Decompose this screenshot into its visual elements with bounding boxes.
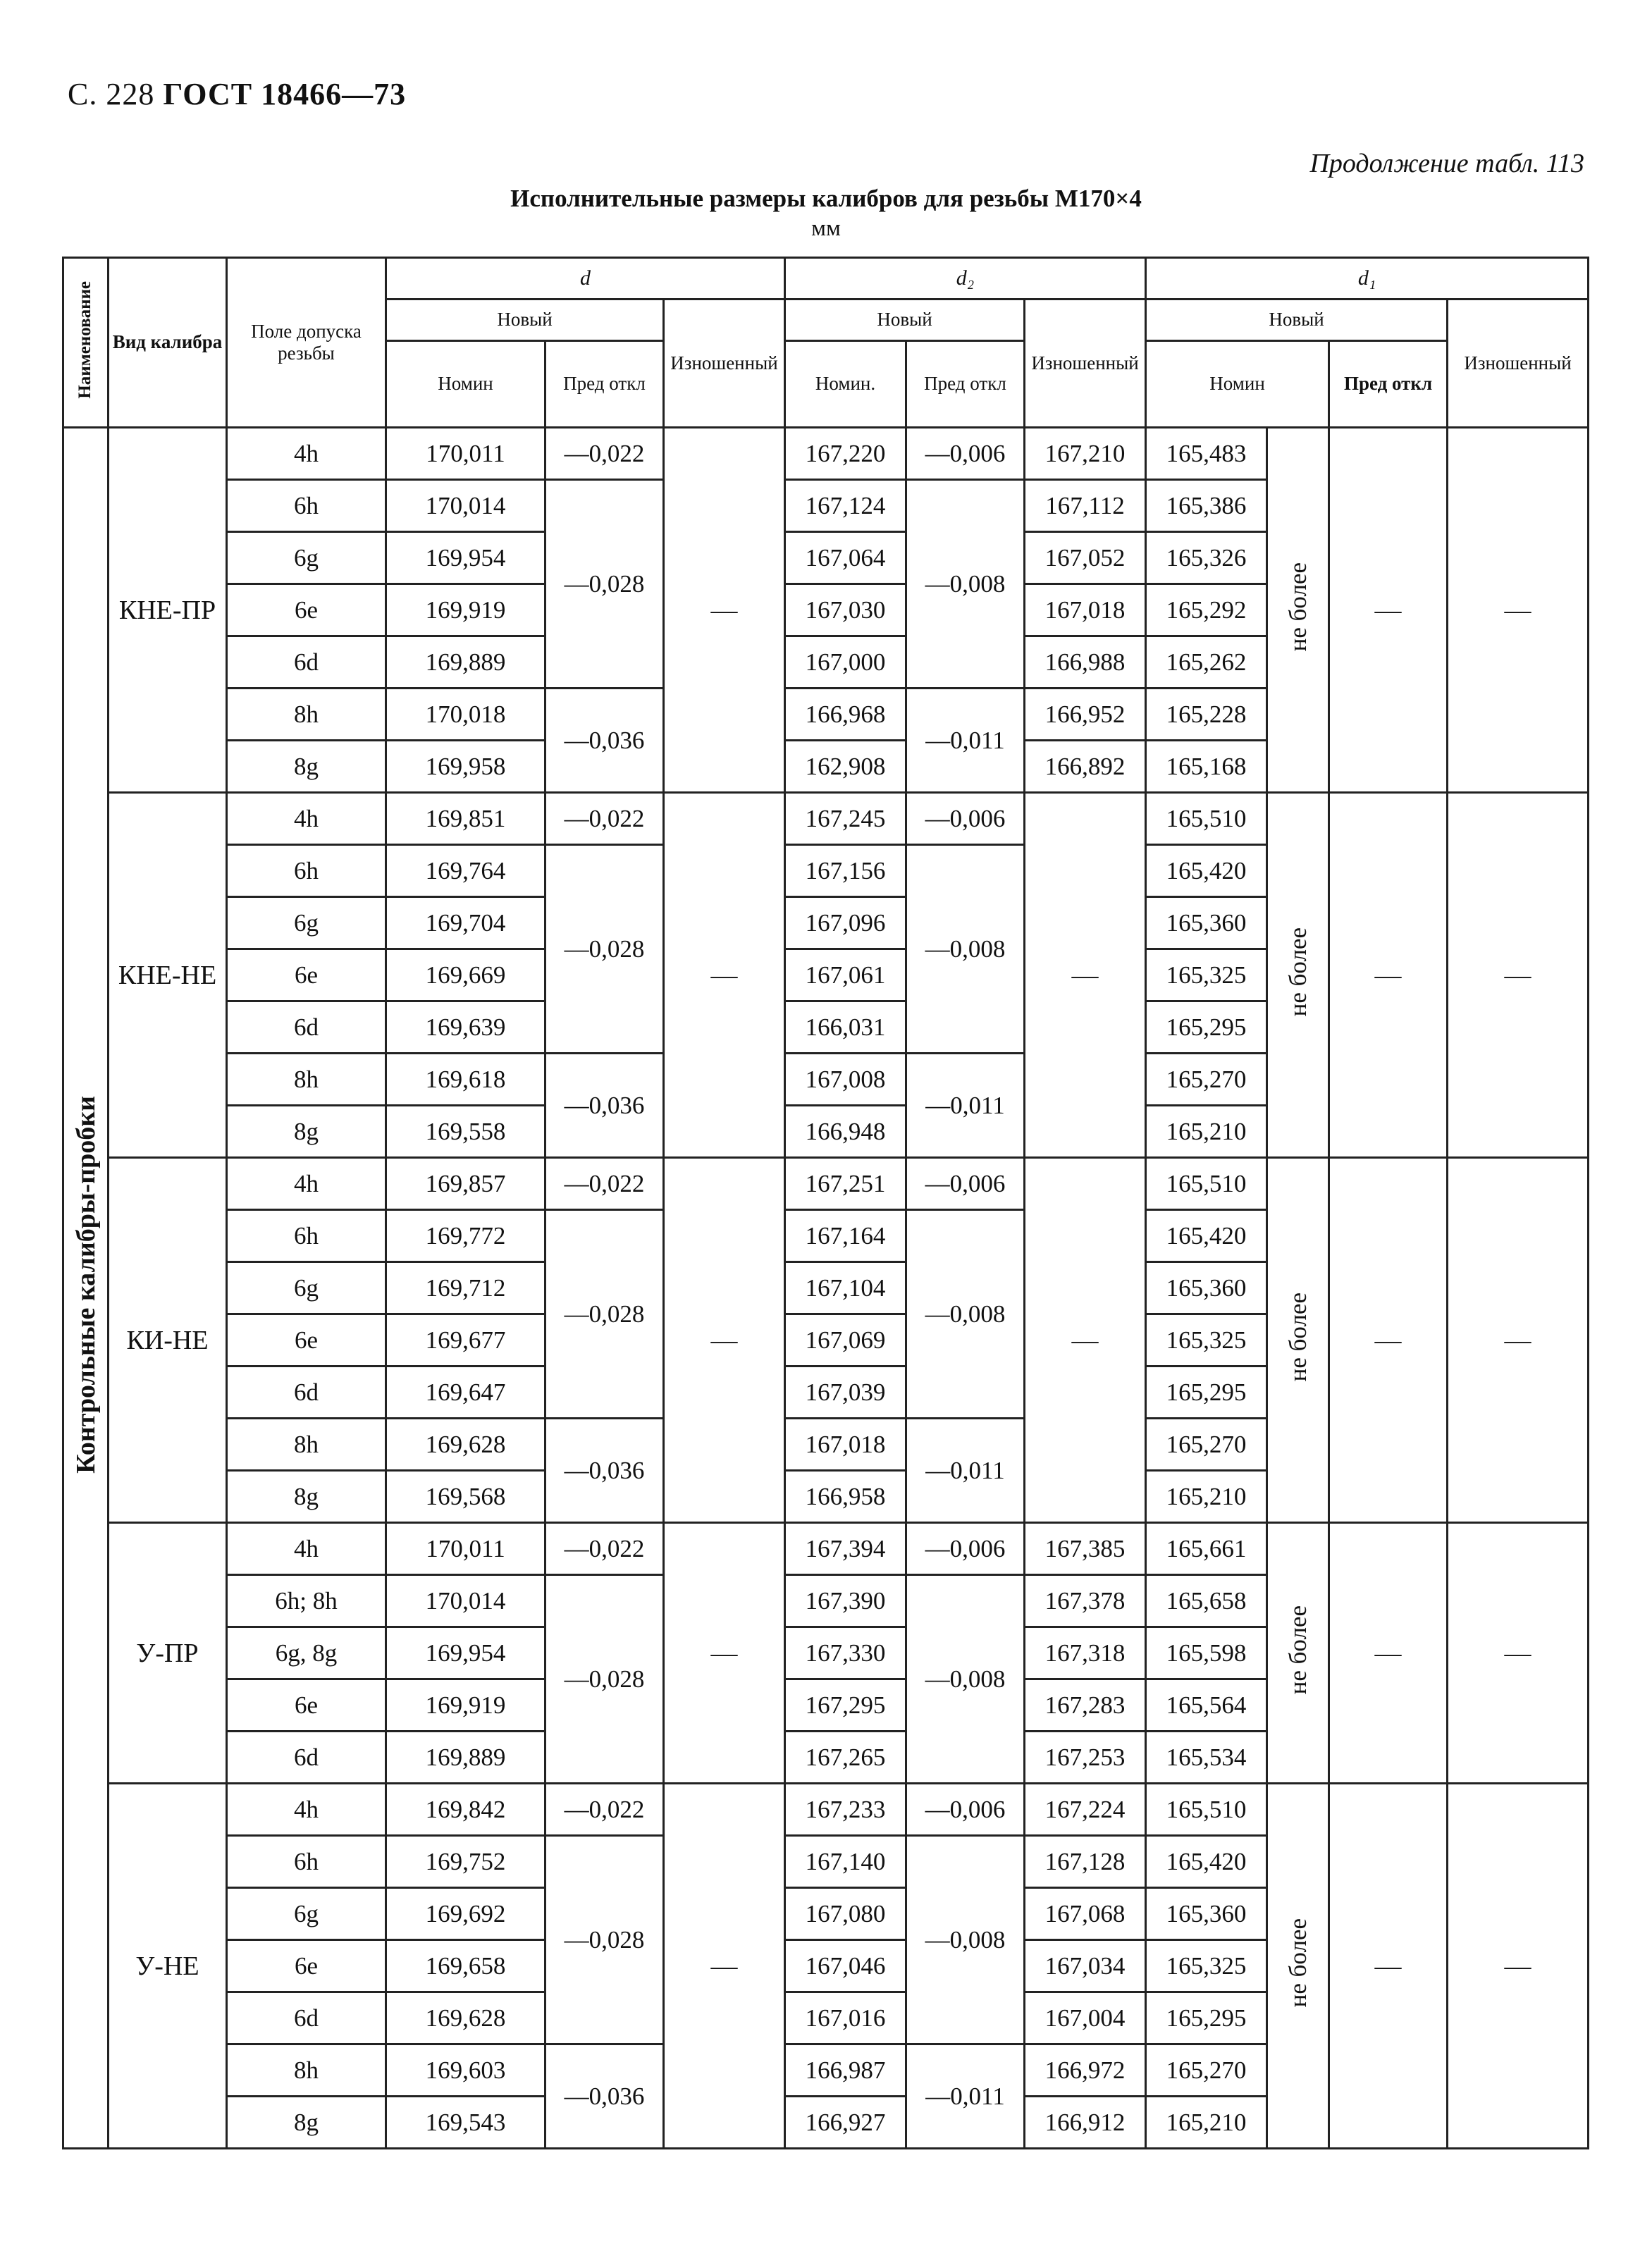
d2-deviation-cell: —0,008 [906,1836,1025,2044]
table-row [63,1158,1589,1210]
d2-nominal-cell: 167,104 [785,1262,906,1314]
tolerance-cell: 8h [227,1419,386,1471]
d-deviation-cell: —0,028 [545,1210,664,1419]
d1-nominal-cell: 165,292 [1146,584,1267,636]
d1-nominal-cell: 165,420 [1146,1836,1267,1888]
d-nominal-cell: 169,889 [386,1732,545,1784]
d1-nominal-cell: 165,295 [1146,1992,1267,2044]
d-deviation-cell: —0,036 [545,1054,664,1158]
d1-nominal-cell: 165,598 [1146,1627,1267,1679]
header-name-cell [63,258,109,428]
d2-deviation-cell: —0,008 [906,480,1025,689]
d-nominal-cell: 170,018 [386,689,545,741]
table-continuation-note: Продолжение табл. 113 [1309,149,1584,178]
d1-nominal-cell: 165,564 [1146,1679,1267,1732]
tolerance-cell: 4h [227,1523,386,1575]
tolerance-cell: 8g [227,1471,386,1523]
d1-nominal-cell: 165,360 [1146,1262,1267,1314]
d1-deviation-cell: — [1329,1523,1448,1784]
d-nominal-cell: 169,618 [386,1054,545,1106]
d-deviation-cell: —0,022 [545,1784,664,1836]
d2-deviation-cell: —0,008 [906,845,1025,1054]
d2-nominal-cell: 167,000 [785,636,906,689]
d-nominal-cell: 169,752 [386,1836,545,1888]
d2-worn-cell: 166,952 [1025,689,1146,741]
d2-worn-cell: 167,378 [1025,1575,1146,1627]
d1-max-note: не более [1283,927,1312,1017]
d2-nominal-cell: 167,265 [785,1732,906,1784]
d2-worn-cell: 167,004 [1025,1992,1146,2044]
d-worn-cell: — [664,793,785,1158]
d-deviation-cell: —0,028 [545,1836,664,2044]
table-row [63,1784,1589,1836]
d-nominal-cell: 169,772 [386,1210,545,1262]
d2-nominal-cell: 166,948 [785,1106,906,1158]
tolerance-cell: 6g [227,1262,386,1314]
tolerance-cell: 4h [227,1784,386,1836]
tolerance-cell: 8h [227,689,386,741]
d2-nominal-cell: 166,958 [785,1471,906,1523]
d2-worn-cell: 167,018 [1025,584,1146,636]
d-nominal-cell: 169,919 [386,584,545,636]
d-deviation-cell: —0,022 [545,428,664,480]
d1-nominal-cell: 165,386 [1146,480,1267,532]
d2-worn-cell: 166,912 [1025,2097,1146,2149]
d1-worn-cell: — [1448,1523,1589,1784]
d2-nominal-cell: 167,245 [785,793,906,845]
table-row [63,793,1589,845]
d1-max-note-cell [1267,793,1329,1158]
tolerance-cell: 6e [227,949,386,1001]
d2-deviation-cell: —0,008 [906,1575,1025,1784]
tolerance-cell: 6d [227,1001,386,1054]
d-deviation-cell: —0,022 [545,1523,664,1575]
d2-nominal-cell: 167,233 [785,1784,906,1836]
d1-max-note-cell [1267,1523,1329,1784]
gauge-dimensions-table [62,257,1589,2149]
header-d2: d₂ [785,258,1146,300]
d-nominal-cell: 169,603 [386,2044,545,2097]
d2-nominal-cell: 167,251 [785,1158,906,1210]
d2-nominal-cell: 167,016 [785,1992,906,2044]
d-deviation-cell: —0,028 [545,480,664,689]
tolerance-cell: 6d [227,636,386,689]
gauge-type-cell: КНЕ-НЕ [109,793,227,1158]
table-row [63,1523,1589,1575]
d2-worn-cell: 167,112 [1025,480,1146,532]
group-label: Контрольные калибры-пробки [70,1096,101,1474]
d-nominal-cell: 169,889 [386,636,545,689]
page-number: С. 228 [68,77,155,111]
gauge-type-cell: У-НЕ [109,1784,227,2149]
d2-worn-cell: 167,385 [1025,1523,1146,1575]
d2-deviation-cell: —0,006 [906,1784,1025,1836]
page-header [68,76,406,112]
d2-nominal-cell: 162,908 [785,741,906,793]
d-nominal-cell: 170,014 [386,480,545,532]
d2-nominal-cell: 167,394 [785,1523,906,1575]
d2-nominal-cell: 167,018 [785,1419,906,1471]
d-nominal-cell: 169,764 [386,845,545,897]
d1-nominal-cell: 165,534 [1146,1732,1267,1784]
header-d1-deviation: Пред откл [1329,341,1448,428]
d2-nominal-cell: 167,008 [785,1054,906,1106]
d1-max-note: не более [1283,1292,1312,1382]
d1-max-note-cell [1267,428,1329,793]
d2-worn-cell: 166,988 [1025,636,1146,689]
d1-nominal-cell: 165,360 [1146,897,1267,949]
tolerance-cell: 6e [227,1940,386,1992]
d2-worn-cell: 166,892 [1025,741,1146,793]
d1-nominal-cell: 165,270 [1146,1419,1267,1471]
d2-worn-cell: 167,318 [1025,1627,1146,1679]
d1-nominal-cell: 165,210 [1146,2097,1267,2149]
d1-nominal-cell: 165,483 [1146,428,1267,480]
d-deviation-cell: —0,022 [545,793,664,845]
d-deviation-cell: —0,036 [545,689,664,793]
header-d1: d₁ [1146,258,1589,300]
d1-nominal-cell: 165,420 [1146,845,1267,897]
d-nominal-cell: 169,857 [386,1158,545,1210]
d2-worn-cell: 167,068 [1025,1888,1146,1940]
d1-max-note-cell [1267,1784,1329,2149]
d1-nominal-cell: 165,510 [1146,793,1267,845]
d1-max-note-cell [1267,1158,1329,1523]
d2-worn-cell: 167,283 [1025,1679,1146,1732]
header-d1-new: Новый [1146,300,1448,341]
gauge-type-cell: КИ-НЕ [109,1158,227,1523]
header-d: d [386,258,785,300]
d2-worn-cell: 167,034 [1025,1940,1146,1992]
d2-nominal-cell: 166,987 [785,2044,906,2097]
d1-worn-cell: — [1448,1784,1589,2149]
d2-deviation-cell: —0,011 [906,689,1025,793]
d1-nominal-cell: 165,420 [1146,1210,1267,1262]
tolerance-cell: 8g [227,741,386,793]
d2-worn-cell: 167,052 [1025,532,1146,584]
d2-deviation-cell: —0,006 [906,1523,1025,1575]
tolerance-cell: 6g [227,1888,386,1940]
d1-nominal-cell: 165,325 [1146,949,1267,1001]
tolerance-cell: 4h [227,793,386,845]
d-nominal-cell: 170,011 [386,428,545,480]
table-body [63,428,1589,2149]
d-nominal-cell: 169,842 [386,1784,545,1836]
d1-max-note: не более [1283,1918,1312,2008]
tolerance-cell: 6h [227,1836,386,1888]
d2-nominal-cell: 166,031 [785,1001,906,1054]
d-deviation-cell: —0,036 [545,1419,664,1523]
d2-nominal-cell: 167,390 [785,1575,906,1627]
d2-nominal-cell: 167,039 [785,1366,906,1419]
tolerance-cell: 4h [227,1158,386,1210]
table-row [63,428,1589,480]
d1-nominal-cell: 165,210 [1146,1471,1267,1523]
d2-nominal-cell: 167,064 [785,532,906,584]
header-gauge-type: Вид калибра [109,258,227,428]
d2-deviation-cell: —0,006 [906,793,1025,845]
header-d-new: Новый [386,300,664,341]
d1-nominal-cell: 165,325 [1146,1940,1267,1992]
header-d2-nominal: Номин. [785,341,906,428]
d-nominal-cell: 169,692 [386,1888,545,1940]
d-nominal-cell: 169,669 [386,949,545,1001]
d1-worn-cell: — [1448,428,1589,793]
gauge-type-cell: У-ПР [109,1523,227,1784]
d-nominal-cell: 169,704 [386,897,545,949]
d-nominal-cell: 170,014 [386,1575,545,1627]
d2-nominal-cell: 167,061 [785,949,906,1001]
d1-deviation-cell: — [1329,793,1448,1158]
d-worn-cell: — [664,428,785,793]
d2-nominal-cell: 167,156 [785,845,906,897]
d2-nominal-cell: 167,140 [785,1836,906,1888]
tolerance-cell: 6d [227,1992,386,2044]
d1-nominal-cell: 165,325 [1146,1314,1267,1366]
d2-worn-cell: 167,210 [1025,428,1146,480]
d1-nominal-cell: 165,295 [1146,1366,1267,1419]
d-nominal-cell: 170,011 [386,1523,545,1575]
d2-nominal-cell: 167,080 [785,1888,906,1940]
d1-nominal-cell: 165,262 [1146,636,1267,689]
d-nominal-cell: 169,628 [386,1419,545,1471]
d2-nominal-cell: 167,330 [785,1627,906,1679]
table-title [0,185,1652,242]
d-deviation-cell: —0,022 [545,1158,664,1210]
header-d2-worn: Изношенный [1025,300,1146,428]
d2-nominal-cell: 167,124 [785,480,906,532]
tolerance-cell: 6e [227,584,386,636]
tolerance-cell: 6e [227,1679,386,1732]
d1-nominal-cell: 165,228 [1146,689,1267,741]
d-deviation-cell: —0,036 [545,2044,664,2149]
d2-worn-cell: — [1025,1158,1146,1523]
header-d1-nominal: Номин [1146,341,1329,428]
d2-nominal-cell: 167,069 [785,1314,906,1366]
d1-nominal-cell: 165,210 [1146,1106,1267,1158]
d-nominal-cell: 169,954 [386,1627,545,1679]
d1-nominal-cell: 165,658 [1146,1575,1267,1627]
d1-worn-cell: — [1448,1158,1589,1523]
tolerance-cell: 4h [227,428,386,480]
tolerance-cell: 8h [227,2044,386,2097]
d2-worn-cell: 167,253 [1025,1732,1146,1784]
d1-nominal-cell: 165,270 [1146,1054,1267,1106]
table-header [63,258,1589,428]
d2-nominal-cell: 167,295 [785,1679,906,1732]
d1-nominal-cell: 165,360 [1146,1888,1267,1940]
d-deviation-cell: —0,028 [545,845,664,1054]
d2-worn-cell: 166,972 [1025,2044,1146,2097]
d2-worn-cell: — [1025,793,1146,1158]
d1-worn-cell: — [1448,793,1589,1158]
d-nominal-cell: 169,558 [386,1106,545,1158]
d1-nominal-cell: 165,661 [1146,1523,1267,1575]
d1-nominal-cell: 165,510 [1146,1784,1267,1836]
d-nominal-cell: 169,639 [386,1001,545,1054]
d2-nominal-cell: 167,164 [785,1210,906,1262]
d-nominal-cell: 169,919 [386,1679,545,1732]
d2-nominal-cell: 166,968 [785,689,906,741]
group-label-cell [63,428,109,2149]
d-nominal-cell: 169,851 [386,793,545,845]
d2-deviation-cell: —0,011 [906,1419,1025,1523]
d2-nominal-cell: 167,046 [785,1940,906,1992]
tolerance-cell: 8g [227,2097,386,2149]
header-d-deviation: Пред откл [545,341,664,428]
d-deviation-cell: —0,028 [545,1575,664,1784]
tolerance-cell: 6d [227,1366,386,1419]
tolerance-cell: 8g [227,1106,386,1158]
d-nominal-cell: 169,628 [386,1992,545,2044]
tolerance-cell: 6h [227,480,386,532]
d-nominal-cell: 169,958 [386,741,545,793]
tolerance-cell: 6g, 8g [227,1627,386,1679]
header-tolerance-field: Поле допуска резьбы [227,258,386,428]
d1-nominal-cell: 165,510 [1146,1158,1267,1210]
table-title-text: Исполнительные размеры калибров для резьбы М170×4 [510,185,1142,212]
tolerance-cell: 8h [227,1054,386,1106]
d-worn-cell: — [664,1523,785,1784]
header-d-worn: Изношенный [664,300,785,428]
header-name: Наименование [75,281,95,399]
tolerance-cell: 6d [227,1732,386,1784]
d2-nominal-cell: 167,220 [785,428,906,480]
d2-nominal-cell: 167,096 [785,897,906,949]
tolerance-cell: 6h [227,845,386,897]
d2-deviation-cell: —0,006 [906,428,1025,480]
d2-deviation-cell: —0,006 [906,1158,1025,1210]
d-worn-cell: — [664,1158,785,1523]
tolerance-cell: 6h [227,1210,386,1262]
table-units: мм [811,216,841,241]
d1-nominal-cell: 165,270 [1146,2044,1267,2097]
d-nominal-cell: 169,568 [386,1471,545,1523]
header-d1-worn: Изношенный [1448,300,1589,428]
d1-max-note: не более [1283,1605,1312,1695]
header-d-nominal: Номин [386,341,545,428]
tolerance-cell: 6g [227,897,386,949]
d1-deviation-cell: — [1329,428,1448,793]
d1-nominal-cell: 165,168 [1146,741,1267,793]
tolerance-cell: 6e [227,1314,386,1366]
tolerance-cell: 6h; 8h [227,1575,386,1627]
d1-nominal-cell: 165,295 [1146,1001,1267,1054]
d2-deviation-cell: —0,008 [906,1210,1025,1419]
d-nominal-cell: 169,954 [386,532,545,584]
d1-deviation-cell: — [1329,1158,1448,1523]
d-worn-cell: — [664,1784,785,2149]
d-nominal-cell: 169,543 [386,2097,545,2149]
d2-nominal-cell: 166,927 [785,2097,906,2149]
d2-deviation-cell: —0,011 [906,2044,1025,2149]
d-nominal-cell: 169,647 [386,1366,545,1419]
header-d2-deviation: Пред откл [906,341,1025,428]
d1-nominal-cell: 165,326 [1146,532,1267,584]
standard-number: ГОСТ 18466—73 [163,77,407,111]
d2-deviation-cell: —0,011 [906,1054,1025,1158]
gauge-type-cell: КНЕ-ПР [109,428,227,793]
d2-worn-cell: 167,224 [1025,1784,1146,1836]
d2-nominal-cell: 167,030 [785,584,906,636]
header-d2-new: Новый [785,300,1025,341]
d-nominal-cell: 169,658 [386,1940,545,1992]
d-nominal-cell: 169,712 [386,1262,545,1314]
d1-deviation-cell: — [1329,1784,1448,2149]
tolerance-cell: 6g [227,532,386,584]
d1-max-note: не более [1283,562,1312,652]
d-nominal-cell: 169,677 [386,1314,545,1366]
d2-worn-cell: 167,128 [1025,1836,1146,1888]
